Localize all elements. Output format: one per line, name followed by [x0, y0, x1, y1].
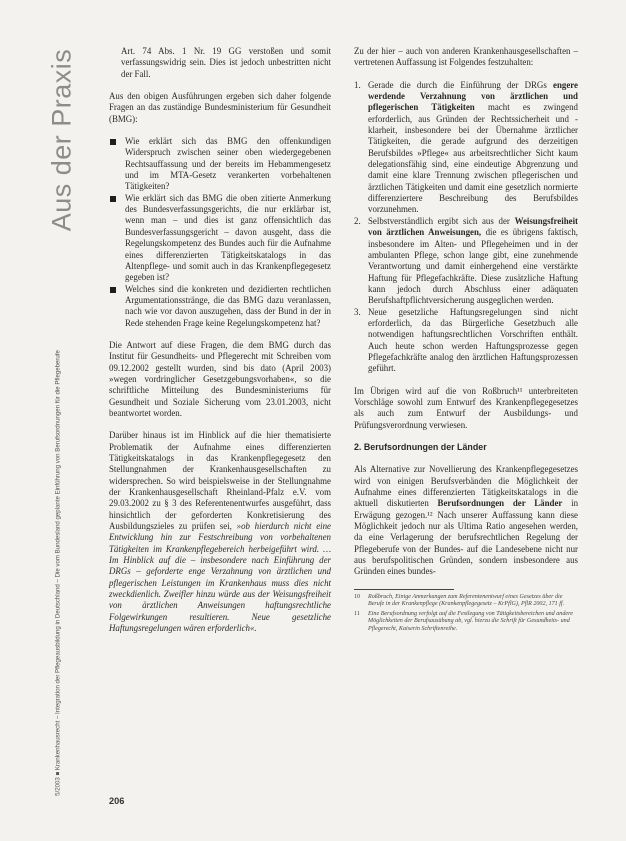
footnote-text: Roßbruch, Einige Anmerkungen zum Referentenentwurf eines Gesetzes über die Berufe in der Krankenpflege (Krankenpflegegesetz – KrPflG), PflR 2002, 171 ff. — [368, 593, 565, 608]
left-paragraph-1: Art. 74 Abs. 1 Nr. 19 GG verstoßen und somit verfassungswidrig sein. Dies ist jedoch unbestritten nicht der Fall. — [121, 46, 331, 79]
item-text-pre: Gerade die durch die Einführung der DRGs — [368, 79, 547, 90]
right-paragraph-3 — [354, 464, 578, 577]
left-paragraph-4 — [109, 430, 331, 634]
numbered-item — [354, 80, 578, 216]
right-paragraph-2: Im Übrigen wird auf die von Roßbruch¹¹ unterbreiteten Vorschläge sowohl zum Entwurf des Krankenpflegegesetzes als auch zum Entwurf der Ausbildungs- und Prüfungsverordnung verwiesen. — [354, 385, 578, 430]
item-text-bold: Weisungsfreiheit von ärztlichen Anweisungen, — [368, 215, 579, 238]
right-column — [354, 46, 578, 635]
question-list — [109, 136, 331, 329]
item-text-pre: Selbstverständlich ergibt sich aus der — [368, 215, 510, 226]
right-paragraph-3-bold: Berufsordnungen der Länder — [437, 498, 563, 509]
running-head — [49, 335, 67, 810]
numbered-item — [354, 216, 578, 307]
item-text-post: macht es zwingend erforderlich, aus Gründen der Rechtssicherheit und -klarheit, insbesondere bei der Übernahme ärztlicher Tätigkeiten, die gerade aufgrund des derzeitigen Berufsbildes »Pflege« aus arbeitsrechtlicher Sicht kaum delegationsfähig sind, eine eindeutige Abgrenzung und damit eine klare Trennung zwischen pflegerischen und ärztlichen Tätigkeiten und damit eine gesetzlich normierte differenziertere Beschreibung des Berufsbildes vorzunehmen. — [368, 102, 578, 215]
right-paragraph-3-post: in Erwägung gezogen.¹² Nach unserer Auffassung kann diese Möglichkeit jedoch nur als Ultima Ratio angesehen werden, da eine Verlagerung der berufsrechtlichen Regelung der Pflegeberufe von der Bundes- auf die Landesebene nicht nur aus berufspolitischen Gründen, sondern insbesondere aus Gründen eines bundes- — [354, 498, 579, 577]
left-paragraph-4-quote: »ob hierdurch nicht eine Entwicklung hin zur Festschreibung von vorbehaltenen Tätigkeiten im Krankenpflegebereich herbeigeführt wird. … Im Hinblick auf die – insbesondere nach Einführung der DRGs – geforderte enge Verzahnung von ärztlichen und pflegerischen Leistungen im Krankenhaus muss dies nicht zweckdienlich. Zweifler hinzu würde aus der Weisungsfreiheit von ärztlichen Anweisungen haftungsrechtliche Folgewirkungen resultieren. Neue gesetzliche Haftungsregelungen wären erforderlich«. — [109, 521, 331, 634]
question-item: Wie erklärt sich das BMG die oben zitierte Anmerkung des Bundesverfassungsgerichts, die nur erklärbar ist, wenn man – und dies ist ganz offensichtlich das Bundesverfassungsgericht – davon ausgeht, dass die Regelungskompetenz des Bundes auch für die Aufnahme eines differenzierten Tätigkeitskatalogs in das Altenpflege- und somit auch in das Krankenpflegegesetz gegeben ist? — [109, 193, 331, 284]
section-heading: 2. Berufsordnungen der Länder — [354, 442, 487, 452]
left-paragraph-4-text: Darüber hinaus ist im Hinblick auf die hier thematisierte Problematik der Aufnahme eines differenzierten Tätigkeitskatalogs in das Krankenpflegegesetz den Stellungnahmen der Krankenhausgesellschaften zu widersprechen. So wird beispielsweise in der Stellungnahme der Krankenhausgesellschaft Rheinland-Pfalz e.V. vom 29.03.2002 zu § 3 des Referentenentwurfes ausgeführt, dass hinsichtlich der geforderten Konkretisierung des Ausbildungszieles zu prüfen sei, — [109, 430, 331, 532]
running-head-text: 5/2003 ■ Krankenhausrecht – Integration der Pflegeausbildung in Deutschland – Die vom Bundesland geplante Einführung von Berufsordnungen für die Pflegeberufe — [54, 349, 62, 796]
numbered-list — [354, 80, 578, 375]
footnote — [354, 611, 578, 634]
section-title — [34, 40, 90, 240]
item-text-bold: engere werdende Verzahnung von ärztlichen und pflegerischen Tätigkeiten — [368, 79, 579, 113]
footnotes — [354, 594, 578, 634]
numbered-item — [354, 307, 578, 375]
page-number: 206 — [109, 796, 125, 806]
left-column — [109, 46, 331, 646]
left-paragraph-2: Aus den obigen Ausführungen ergeben sich daher folgende Fragen an das zuständige Bundesministerium für Gesundheit (BMG): — [109, 91, 331, 124]
item-number: 1. — [354, 79, 361, 90]
footnote — [354, 594, 578, 609]
right-paragraph-1: Zu der hier – auch von anderen Krankenhausgesellschaften – vertretenen Auffassung ist Folgendes festzuhalten: — [354, 46, 578, 68]
footnote-number: 11 — [354, 610, 360, 617]
item-text-post: Neue gesetzliche Haftungsregelungen sind nicht erforderlich, da das Bürgerliche Gesetzbuch alle notwendigen haftungsrechtlichen Vorschriften enthält. Auch heute schon werden Haftungsprozesse gegen Pflegefachkräfte analog den ärztlichen Haftungsprozessen geführt. — [368, 306, 578, 374]
question-item: Welches sind die konkreten und dezidierten rechtlichen Argumentationsstränge, die das BMG dazu veranlassen, nach wie vor davon auszugehen, dass der Bund in der in Rede stehenden Frage keine Regelungskompetenz hat? — [109, 284, 331, 329]
item-number: 3. — [354, 306, 361, 317]
footnote-text: Eine Berufsordnung verfolgt auf die Festlegung von Tätigkeitsbereichen und andere Möglichkeiten der Berufsausübung ab, vgl. hierzu die Schrift für Gesundheits- und Pflegerecht, Kaiserin Schriftenreihe. — [368, 610, 573, 632]
section-title-text: Aus der Praxis — [46, 48, 77, 232]
item-number: 2. — [354, 215, 361, 226]
right-paragraph-3-pre: Als Alternative zur Novellierung des Krankenpflegegesetzes wird von einigen Berufsverbänden die Möglichkeit der Aufnahme eines differenzierten Tätigkeitskatalogs in die aktuell diskutierten — [354, 464, 578, 509]
left-paragraph-3: Die Antwort auf diese Fragen, die dem BMG durch das Institut für Gesundheits- und Pflegerecht mit Schreiben vom 09.12.2002 gestellt wurden, sind bis dato (April 2003) »wegen vordringlicher Gesetzgebungsvorhaben«, so die schriftliche Mitteilung des Bundesministeriums für Gesundheit und Soziale Sicherung vom 23.01.2003, nicht beantwortet worden. — [109, 339, 331, 418]
item-text-post: die es übrigens faktisch, insbesondere im Alten- und Pflegeheimen und in der ambulanten Pflege, schon lange gibt, eine zunehmende Verantwortung und damit einhergehend eine verstärkte Haftung für Pflegefachkräfte. Diese zusätzliche Haftung kann jedoch durch Abschluss einer adäquaten Berufshaftpflichtversicherung ausgeglichen werden. — [368, 227, 578, 306]
question-item: Wie erklärt sich das BMG den offenkundigen Widerspruch zwischen seiner oben wiedergegebenen Rechtsauffassung und der bereits im Hebammengesetz und im MTA-Gesetz verankerten vorbehaltenen Tätigkeiten? — [109, 136, 331, 193]
footnote-number: 10 — [354, 593, 361, 600]
